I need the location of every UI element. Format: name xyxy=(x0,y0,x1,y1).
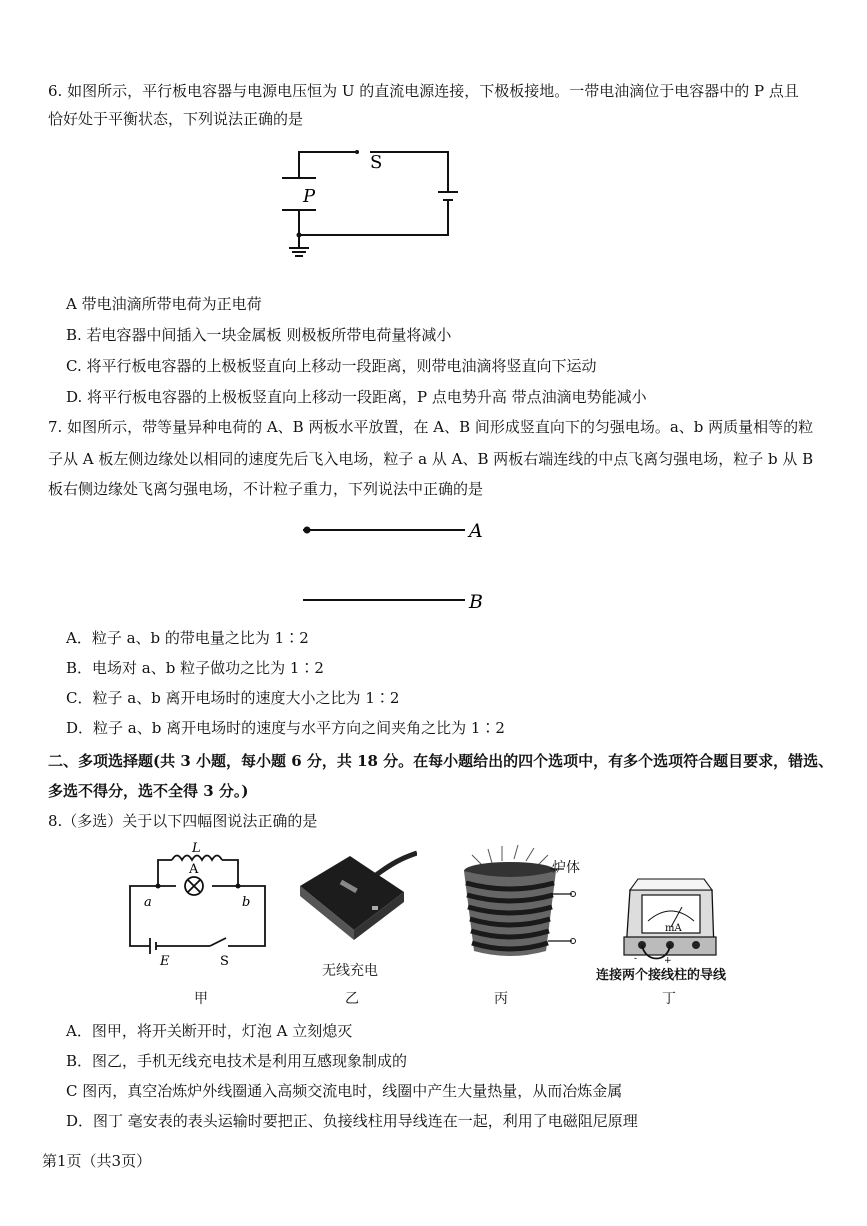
svg-text:-: - xyxy=(634,954,638,964)
capacitor-circuit-diagram xyxy=(270,140,470,265)
q8-option-b: B．图乙，手机无线充电技术是利用互感现象制成的 xyxy=(66,1052,408,1070)
point-p-label: P xyxy=(303,186,316,207)
q8-option-d: D．图丁 毫安表的表头运输时要把正、负接线柱用导线连在一起，利用了电磁阻尼原理 xyxy=(66,1112,638,1130)
fig-bing-furnace-image xyxy=(452,843,612,963)
q6-stem-line2: 恰好处于平衡状态，下列说法正确的是 xyxy=(48,110,304,128)
fig-jia-self-induction-circuit xyxy=(120,838,275,973)
section2-heading-line1: 二、多项选择题(共 3 小题，每小题 6 分，共 18 分。在每小题给出的四个选项中，有多个选项符合题目要求，错选、 xyxy=(48,752,834,770)
q6-option-b: B. 若电容器中间插入一块金属板 则极板所带电荷量将减小 xyxy=(66,326,452,344)
plate-b-label: B xyxy=(469,591,483,613)
q8-stem: 8.（多选）关于以下四幅图说法正确的是 xyxy=(48,812,318,830)
q6-option-c: C. 将平行板电容器的上极板竖直向上移动一段距离，则带电油滴将竖直向下运动 xyxy=(66,357,597,375)
node-b-label: b xyxy=(242,895,251,910)
q8-option-c: C 图丙，真空冶炼炉外线圈通入高频交流电时，线圈中产生大量热量，从而冶炼金属 xyxy=(66,1082,623,1100)
wireless-charging-label: 无线充电 xyxy=(322,963,378,979)
battery-label: E xyxy=(160,954,170,969)
meter-unit-label: mA xyxy=(665,923,682,934)
q6-stem-line1: 6. 如图所示，平行板电容器与电源电压恒为 U 的直流电源连接，下极板接地。一带电油滴位于电容器中的 P 点且 xyxy=(48,82,799,100)
q6-option-a: A 带电油滴所带电荷为正电荷 xyxy=(66,295,262,313)
q7-option-a: A．粒子 a、b 的带电量之比为 1∶2 xyxy=(66,629,309,647)
q7-option-c: C．粒子 a、b 离开电场时的速度大小之比为 1∶2 xyxy=(66,689,400,707)
fig-jia-caption: 甲 xyxy=(194,991,208,1007)
q7-stem-line1: 7. 如图所示，带等量异种电荷的 A、B 两板水平放置，在 A、B 间形成竖直向下的匀强电场。a、b 两质量相等的粒 xyxy=(48,418,814,436)
switch-label: S xyxy=(370,152,383,173)
svg-text:+: + xyxy=(664,956,672,965)
q7-stem-line2: 子从 A 板左侧边缘处以相同的速度先后飞入电场，粒子 a 从 A、B 两板右端连线的中点飞离匀强电场，粒子 b 从 B xyxy=(48,450,814,468)
q7-stem-line3: 板右侧边缘处飞离匀强电场，不计粒子重力，下列说法中正确的是 xyxy=(48,480,484,498)
q6-option-d: D. 将平行板电容器的上极板竖直向上移动一段距离，P 点电势升高 带点油滴电势能减小 xyxy=(66,388,647,406)
parallel-plates-diagram xyxy=(295,512,495,617)
fig-ding-milliammeter-image xyxy=(620,875,720,965)
plate-a-label: A xyxy=(469,520,483,542)
q7-option-d: D．粒子 a、b 离开电场时的速度与水平方向之间夹角之比为 1∶2 xyxy=(66,719,505,737)
q7-option-b: B．电场对 a、b 粒子做功之比为 1∶2 xyxy=(66,659,324,677)
fig-yi-caption: 乙 xyxy=(345,991,359,1007)
wire-connect-label: 连接两个接线柱的导线 xyxy=(596,968,727,983)
inductor-label: L xyxy=(192,841,201,856)
bulb-label: A xyxy=(189,862,199,877)
furnace-body-label: 炉体 xyxy=(552,860,580,876)
node-a-label: a xyxy=(144,895,152,910)
switch-s-label: S xyxy=(220,954,229,969)
fig-bing-caption: 丙 xyxy=(494,991,508,1007)
fig-yi-wireless-charger-image xyxy=(292,848,417,948)
fig-ding-caption: 丁 xyxy=(662,991,676,1007)
q8-option-a: A．图甲，将开关断开时，灯泡 A 立刻熄灭 xyxy=(66,1022,353,1040)
page-footer: 第1页（共3页） xyxy=(42,1152,152,1170)
section2-heading-line2: 多选不得分，选不全得 3 分。) xyxy=(48,782,249,800)
